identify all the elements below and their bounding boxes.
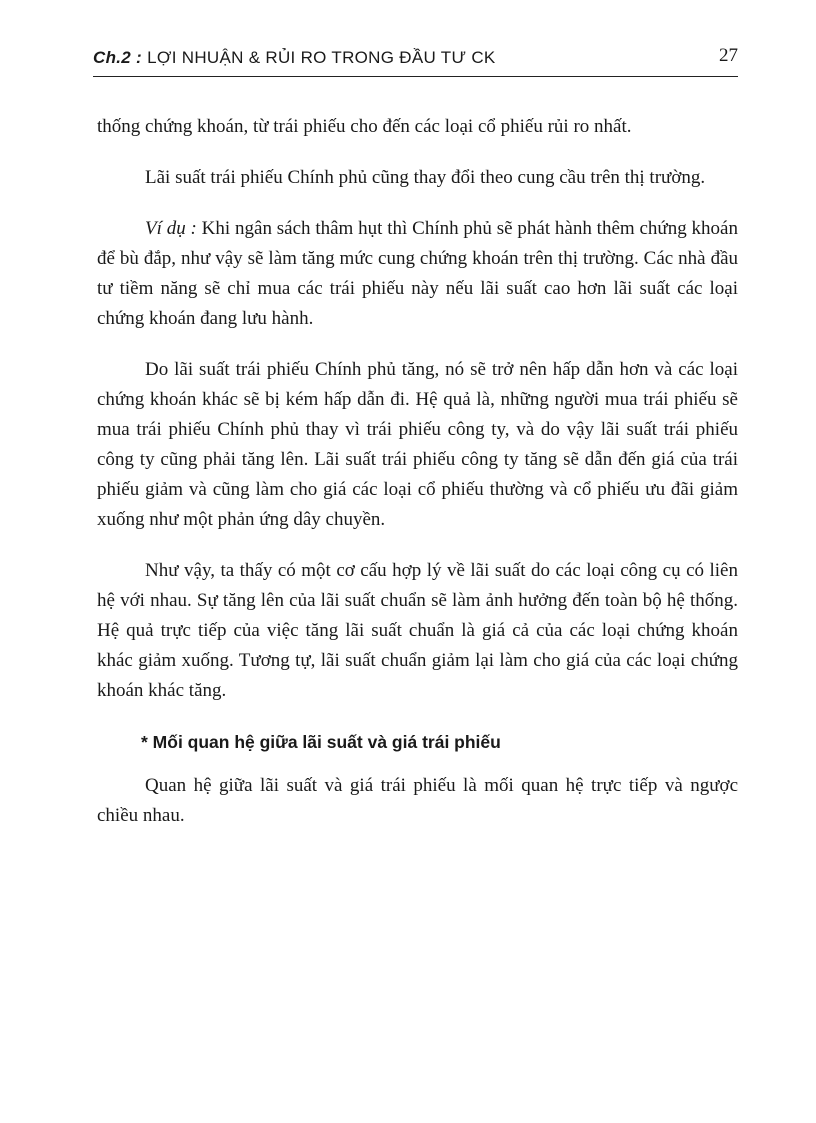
chapter-label: Ch.2 : xyxy=(93,48,143,67)
page-body xyxy=(97,112,738,852)
example-label: Ví dụ : xyxy=(145,218,197,239)
running-header xyxy=(93,42,738,77)
paragraph: Do lãi suất trái phiếu Chính phủ tăng, nó sẽ trở nên hấp dẫn hơn và các loại chứng khoán khác sẽ bị kém hấp dẫn đi. Hệ quả là, những người mua trái phiếu sẽ mua trái phiếu Chính phủ thay vì trái phiếu công ty, và do vậy lãi suất trái phiếu công ty cũng phải tăng lên. Lãi suất trái phiếu công ty tăng sẽ dẫn đến giá của trái phiếu giảm và cũng làm cho giá các loại cổ phiếu thường và cổ phiếu ưu đãi giảm xuống như một phản ứng dây chuyền. xyxy=(97,359,738,530)
paragraph: Lãi suất trái phiếu Chính phủ cũng thay đổi theo cung cầu trên thị trường. xyxy=(145,167,706,188)
page-number: 27 xyxy=(719,45,738,66)
paragraph: Như vậy, ta thấy có một cơ cấu hợp lý về lãi suất do các loại công cụ có liên hệ với nhau. Sự tăng lên của lãi suất chuẩn sẽ làm ảnh hưởng đến toàn bộ hệ thống. Hệ quả trực tiếp của việc tăng lãi suất chuẩn là giá cả của các loại chứng khoán khác giảm xuống. Tương tự, lãi suất chuẩn giảm lại làm cho giá của các loại chứng khoán khác tăng. xyxy=(97,560,738,701)
example-text: Khi ngân sách thâm hụt thì Chính phủ sẽ phát hành thêm chứng khoán để bù đắp, như vậy sẽ làm tăng mức cung chứng khoán trên thị trường. Các nhà đầu tư tiềm năng sẽ chỉ mua các trái phiếu này nếu lãi suất cao hơn lãi suất các loại chứng khoán đang lưu hành. xyxy=(97,218,738,329)
paragraph-example xyxy=(97,214,738,334)
paragraph: Quan hệ giữa lãi suất và giá trái phiếu là mối quan hệ trực tiếp và ngược chiều nhau. xyxy=(97,775,738,826)
chapter-title-text: LỢI NHUẬN & RỦI RO TRONG ĐẦU TƯ CK xyxy=(147,48,496,67)
chapter-title xyxy=(93,48,496,68)
paragraph-continued: thống chứng khoán, từ trái phiếu cho đến các loại cổ phiếu rủi ro nhất. xyxy=(97,116,632,137)
section-heading: * Mối quan hệ giữa lãi suất và giá trái phiếu xyxy=(141,732,501,752)
